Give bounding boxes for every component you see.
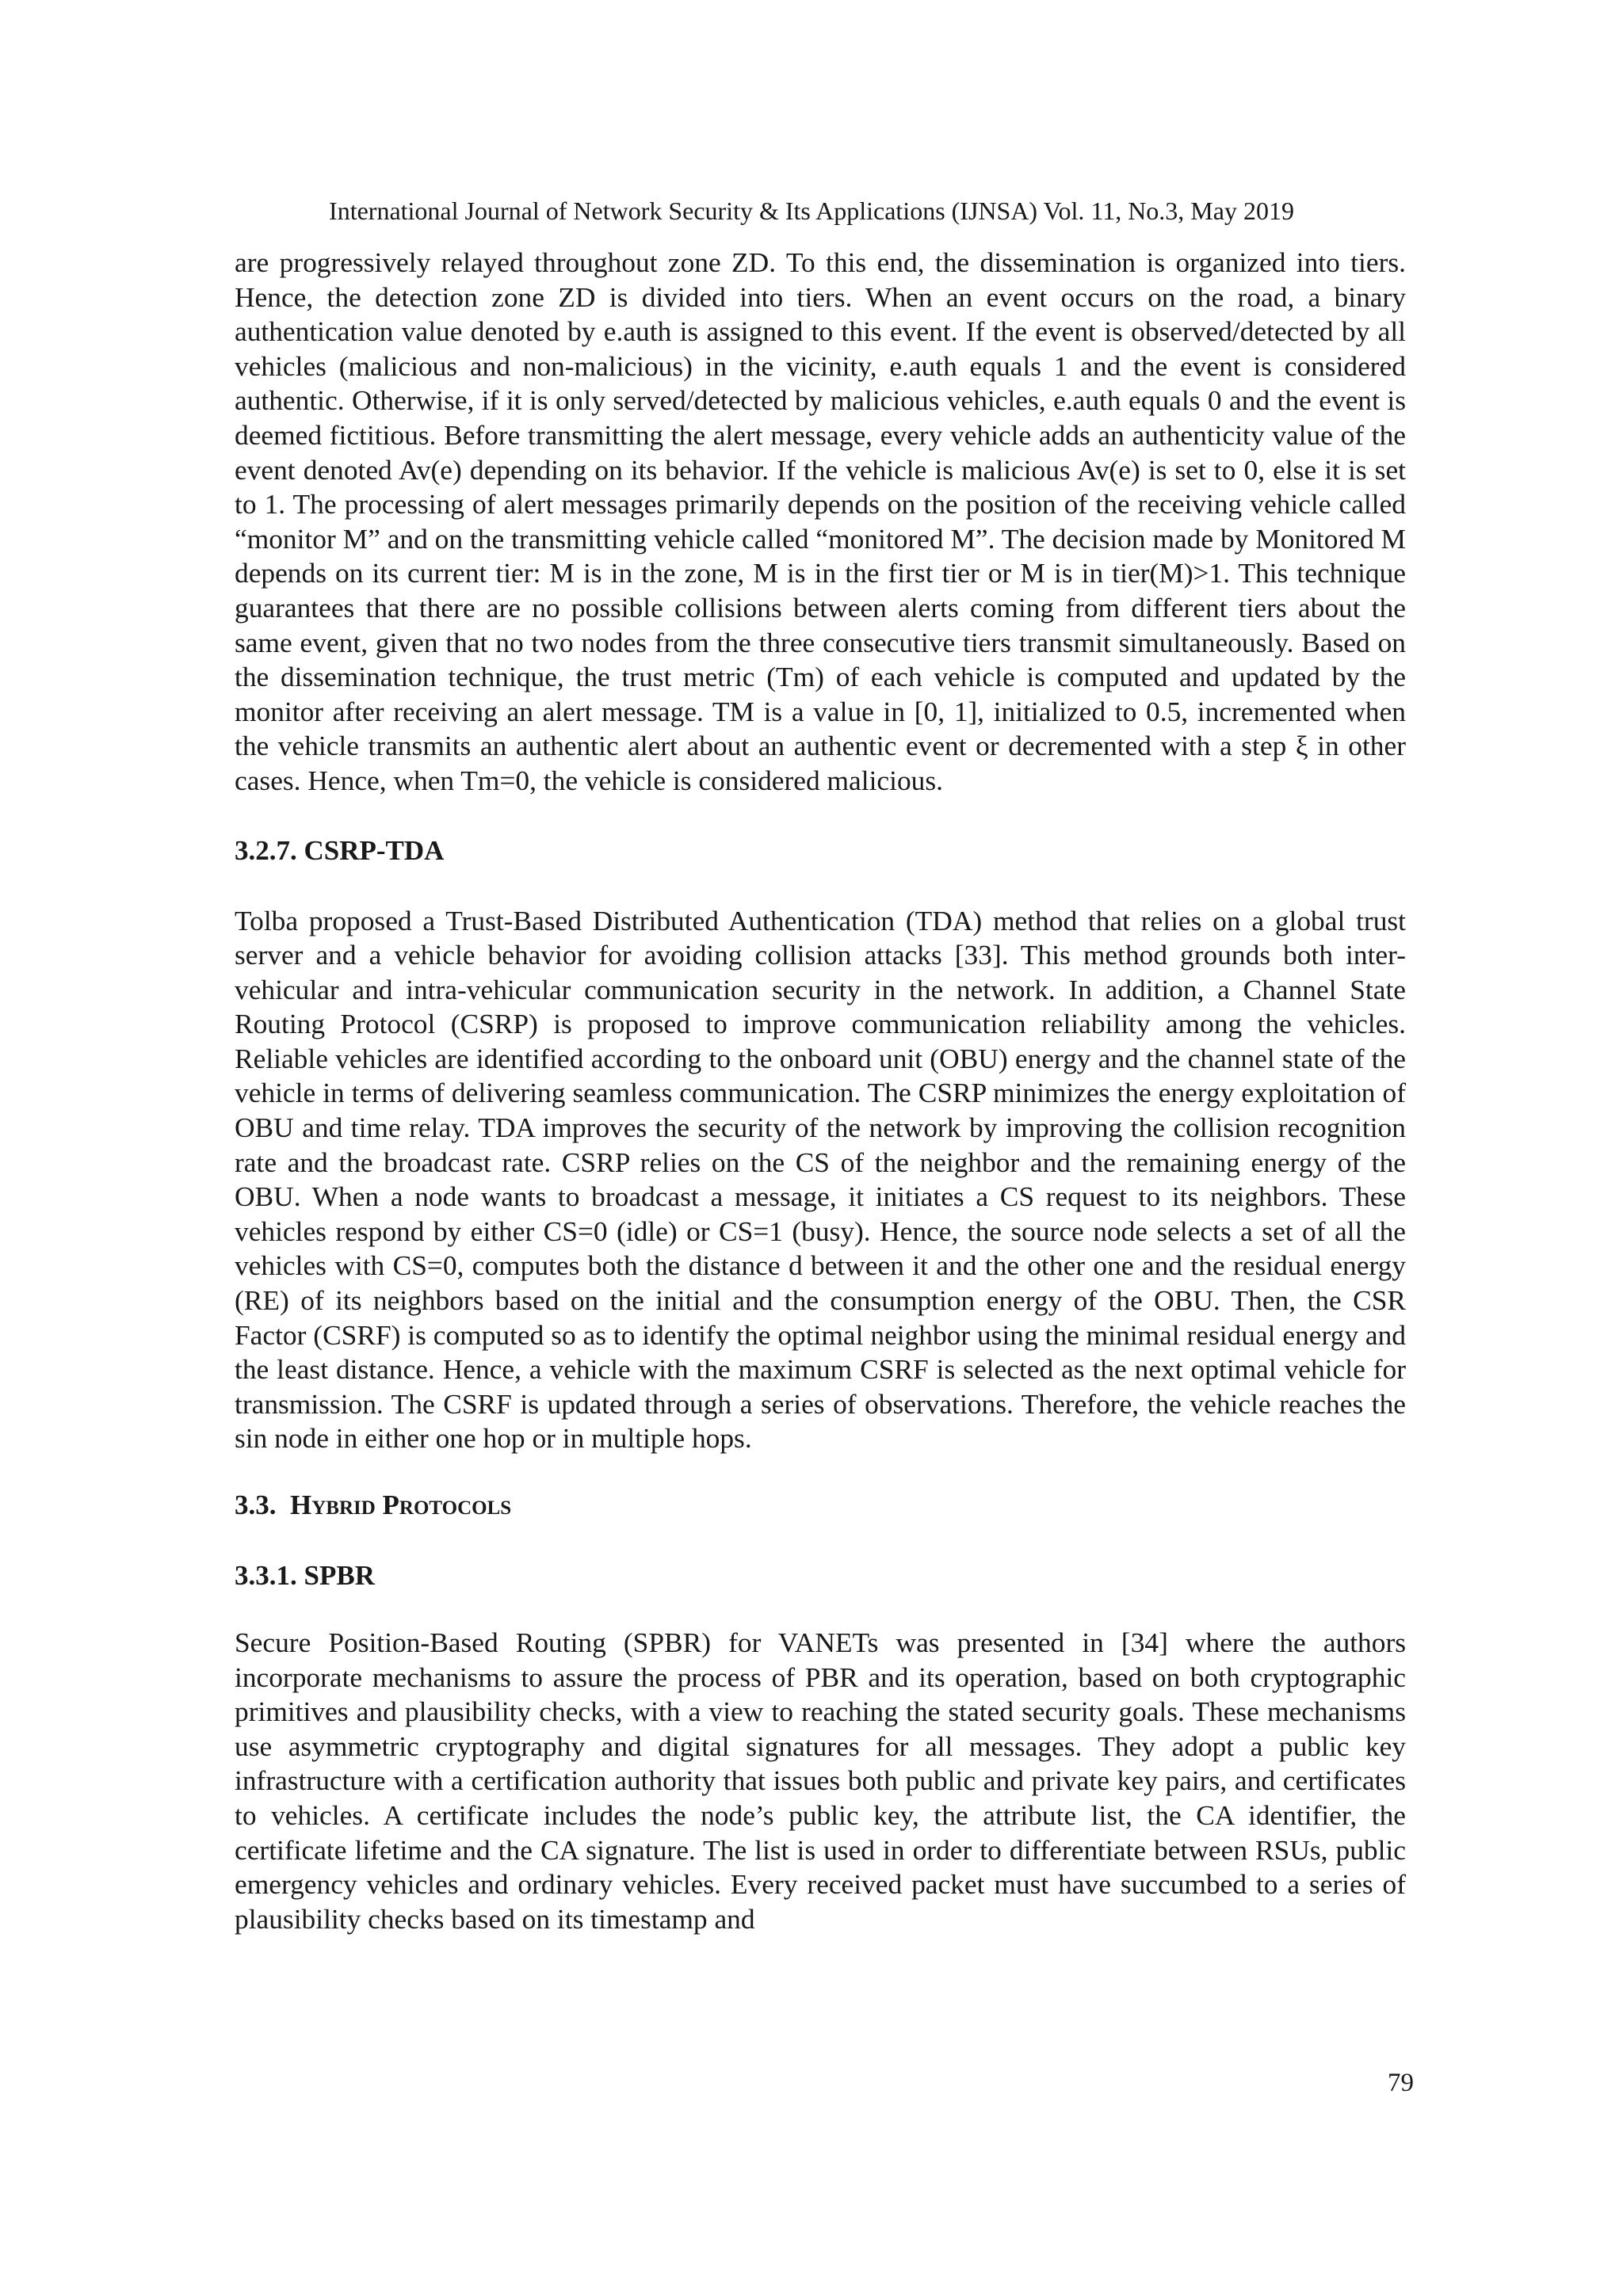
section-heading-spbr: 3.3.1. SPBR (235, 1560, 375, 1591)
hybrid-heading-number: 3.3. (235, 1489, 277, 1520)
page-number: 79 (1388, 2069, 1414, 2097)
intro-paragraph: are progressively relayed throughout zone ZD. To this end, the dissemination is organized into tiers. Hence, the detection zone ZD is divided into tiers. When an event occurs on the road, a binary authentication value denoted by e.auth is assigned to this event. If the event is observed/detected by all vehicles (malicious and non-malicious) in the vicinity, e.auth equals 1 and the event is considered authentic. Otherwise, if it is only served/detected by malicious vehicles, e.auth equals 0 and the event is deemed fictitious. Before transmitting the alert message, every vehicle adds an authenticity value of the event denoted Av(e) depending on its behavior. If the vehicle is malicious Av(e) is set to 0, else it is set to 1. The processing of alert messages primarily depends on the position of the receiving vehicle called “monitor M” and on the transmitting vehicle called “monitored M”. The decision made by Monitored M depends on its current tier: M is in the zone, M is in the first tier or M is in tier(M)>1. This technique guarantees that there are no possible collisions between alerts coming from different tiers about the same event, given that no two nodes from the three consecutive tiers transmit simultaneously. Based on the dissemination technique, the trust metric (Tm) of each vehicle is computed and updated by the monitor after receiving an alert message. TM is a value in [0, 1], initialized to 0.5, incremented when the vehicle transmits an authentic alert about an authentic event or decremented with a step ξ in other cases. Hence, when Tm=0, the vehicle is considered malicious. (235, 246, 1406, 796)
section-heading-csrp-tda: 3.2.7. CSRP-TDA (235, 834, 445, 866)
body-content (235, 246, 1406, 1936)
csrp-tda-paragraph: Tolba proposed a Trust-Based Distributed Authentication (TDA) method that relies on a global trust server and a vehicle behavior for avoiding collision attacks [33]. This method grounds both inter-vehicular and intra-vehicular communication security in the network. In addition, a Channel State Routing Protocol (CSRP) is proposed to improve communication reliability among the vehicles. Reliable vehicles are identified according to the onboard unit (OBU) energy and the channel state of the vehicle in terms of delivering seamless communication. The CSRP minimizes the energy exploitation of OBU and time relay. TDA improves the security of the network by improving the collision recognition rate and the broadcast rate. CSRP relies on the CS of the neighbor and the remaining energy of the OBU. When a node wants to broadcast a message, it initiates a CS request to its neighbors. These vehicles respond by either CS=0 (idle) or CS=1 (busy). Hence, the source node selects a set of all the vehicles with CS=0, computes both the distance d between it and the other one and the residual energy (RE) of its neighbors based on the initial and the consumption energy of the OBU. Then, the CSR Factor (CSRF) is computed so as to identify the optimal neighbor using the minimal residual energy and the least distance. Hence, a vehicle with the maximum CSRF is selected as the next optimal vehicle for transmission. The CSRF is updated through a series of observations. Therefore, the vehicle reaches the sin node in either one hop or in multiple hops. (235, 904, 1406, 1455)
section-heading-hybrid-protocols (235, 1488, 1406, 1522)
spbr-paragraph: Secure Position-Based Routing (SPBR) for VANETs was presented in [34] where the authors incorporate mechanisms to assure the process of PBR and its operation, based on both cryptographic primitives and plausibility checks, with a view to reaching the stated security goals. These mechanisms use asymmetric cryptography and digital signatures for all messages. They adopt a public key infrastructure with a certification authority that issues both public and private key pairs, and certificates to vehicles. A certificate includes the node’s public key, the attribute list, the CA identifier, the certificate lifetime and the CA signature. The list is used in order to differentiate between RSUs, public emergency vehicles and ordinary vehicles. Every received packet must have succumbed to a series of plausibility checks based on its timestamp and (235, 1627, 1406, 1935)
hybrid-heading-text: Hybrid Protocols (290, 1489, 512, 1520)
running-header: International Journal of Network Security & Its Applications (IJNSA) Vol. 11, No.3, May 2019 (329, 196, 1294, 225)
